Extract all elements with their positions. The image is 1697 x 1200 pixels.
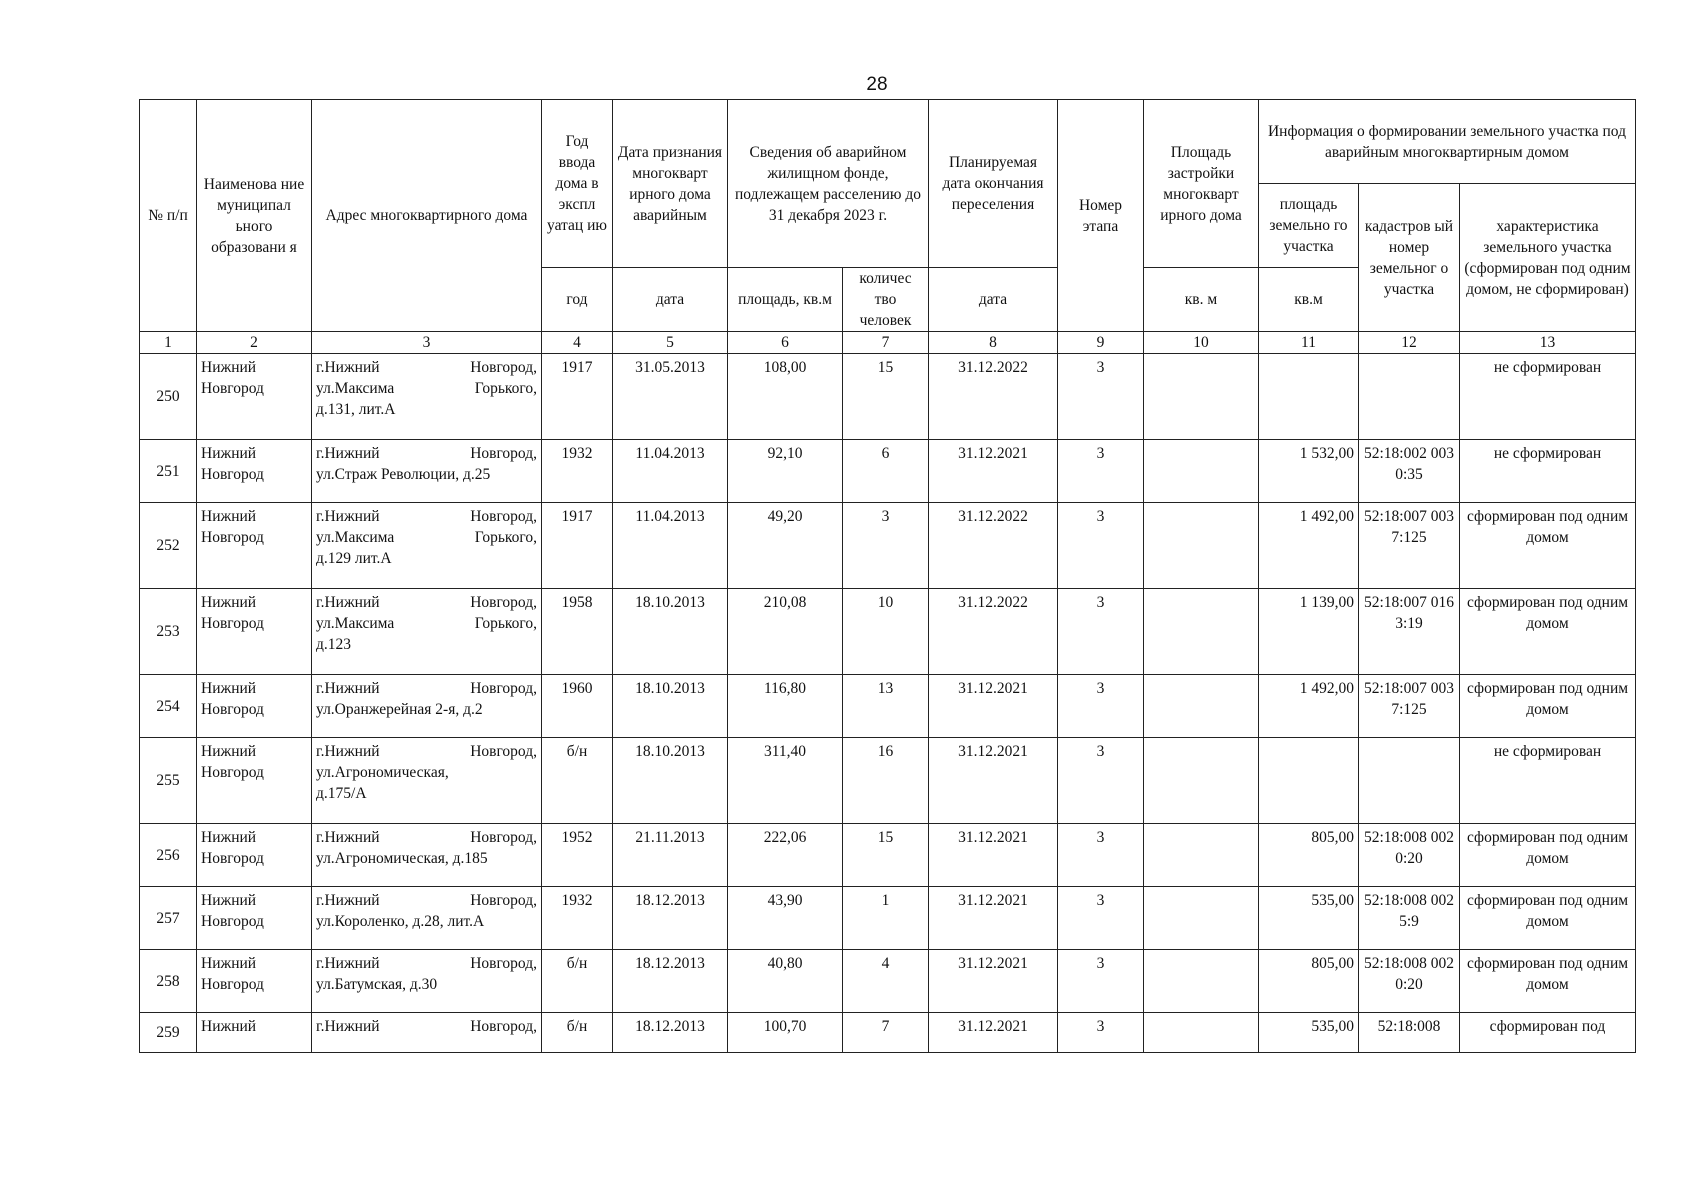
municipality-cell: Нижний Новгород <box>197 824 312 887</box>
plan-date-cell: 31.12.2022 <box>929 589 1058 675</box>
address-line: г.Нижний Новгород, <box>316 829 537 846</box>
plan-date-cell: 31.12.2021 <box>929 824 1058 887</box>
year-cell: 1932 <box>542 440 613 503</box>
people-cell: 1 <box>843 887 929 950</box>
address-line: г.Нижний Новгород, <box>316 955 537 972</box>
row-number: 258 <box>140 950 197 1013</box>
municipality-cell: Нижний Новгород <box>197 440 312 503</box>
year-cell: 1917 <box>542 503 613 589</box>
table-row <box>140 440 1636 503</box>
address-line: д.175/А <box>316 785 367 802</box>
recognition-date-cell: 21.11.2013 <box>613 824 728 887</box>
unit-date: дата <box>613 268 728 332</box>
stage-cell: 3 <box>1058 440 1144 503</box>
header-address: Адрес многоквартирного дома <box>312 100 542 332</box>
table-row <box>140 675 1636 738</box>
people-cell: 4 <box>843 950 929 1013</box>
recognition-date-cell: 31.05.2013 <box>613 354 728 440</box>
header-land-char: характеристика земельного участка (сформирован под одним домом, не сформирован) <box>1460 184 1636 332</box>
land-char-cell: сформирован под <box>1460 1013 1636 1053</box>
column-number: 9 <box>1058 332 1144 354</box>
table-row <box>140 738 1636 824</box>
plan-date-cell: 31.12.2022 <box>929 354 1058 440</box>
address-line: ул.Максима Горького, <box>316 615 537 632</box>
area-cell: 49,20 <box>728 503 843 589</box>
year-cell: 1932 <box>542 887 613 950</box>
cadastral-cell <box>1359 738 1460 824</box>
table-row <box>140 1013 1636 1053</box>
area-cell: 222,06 <box>728 824 843 887</box>
plan-date-cell: 31.12.2022 <box>929 503 1058 589</box>
address-line: г.Нижний Новгород, <box>316 359 537 376</box>
land-area-cell: 535,00 <box>1259 1013 1359 1053</box>
cadastral-cell: 52:18:002 0030:35 <box>1359 440 1460 503</box>
address-line: г.Нижний Новгород, <box>316 743 537 760</box>
address-cell <box>312 1013 542 1053</box>
land-area-cell: 805,00 <box>1259 824 1359 887</box>
cadastral-cell <box>1359 354 1460 440</box>
unit-year: год <box>542 268 613 332</box>
municipality-cell: Нижний Новгород <box>197 675 312 738</box>
municipality-cell: Нижний Новгород <box>197 354 312 440</box>
land-char-cell: не сформирован <box>1460 738 1636 824</box>
land-char-cell: сформирован под одним домом <box>1460 503 1636 589</box>
municipality-cell: Нижний Новгород <box>197 503 312 589</box>
stage-cell: 3 <box>1058 824 1144 887</box>
build-area-cell <box>1144 675 1259 738</box>
header-planned-date: Планируемая дата окончания переселения <box>929 100 1058 268</box>
address-line: г.Нижний Новгород, <box>316 445 537 462</box>
table-row <box>140 887 1636 950</box>
address-line: ул.Максима Горького, <box>316 529 537 546</box>
year-cell: 1952 <box>542 824 613 887</box>
address-line: ул.Батумская, д.30 <box>316 976 438 993</box>
header-stage: Номер этапа <box>1058 100 1144 332</box>
year-cell: б/н <box>542 1013 613 1053</box>
header-land-info: Информация о формировании земельного участка под аварийным многоквартирным домом <box>1259 100 1636 184</box>
address-cell <box>312 503 542 589</box>
recognition-date-cell: 18.12.2013 <box>613 950 728 1013</box>
column-number: 10 <box>1144 332 1259 354</box>
emergency-housing-table <box>139 99 1636 1053</box>
people-cell: 7 <box>843 1013 929 1053</box>
cadastral-cell: 52:18:008 <box>1359 1013 1460 1053</box>
address-line: ул.Короленко, д.28, лит.А <box>316 913 485 930</box>
municipality-cell: Нижний Новгород <box>197 738 312 824</box>
land-area-cell: 1 139,00 <box>1259 589 1359 675</box>
build-area-cell <box>1144 1013 1259 1053</box>
header-year: Год ввода дома в экспл уатац ию <box>542 100 613 268</box>
area-cell: 116,80 <box>728 675 843 738</box>
cadastral-cell: 52:18:008 0020:20 <box>1359 950 1460 1013</box>
unit-build-area: кв. м <box>1144 268 1259 332</box>
plan-date-cell: 31.12.2021 <box>929 738 1058 824</box>
unit-land-area: кв.м <box>1259 268 1359 332</box>
stage-cell: 3 <box>1058 354 1144 440</box>
column-number: 5 <box>613 332 728 354</box>
land-char-cell: не сформирован <box>1460 440 1636 503</box>
address-line: г.Нижний Новгород, <box>316 680 537 697</box>
recognition-date-cell: 18.12.2013 <box>613 1013 728 1053</box>
plan-date-cell: 31.12.2021 <box>929 1013 1058 1053</box>
area-cell: 92,10 <box>728 440 843 503</box>
address-cell <box>312 824 542 887</box>
stage-cell: 3 <box>1058 1013 1144 1053</box>
people-cell: 10 <box>843 589 929 675</box>
stage-cell: 3 <box>1058 675 1144 738</box>
unit-people: количес тво человек <box>843 268 929 332</box>
area-cell: 43,90 <box>728 887 843 950</box>
row-number: 251 <box>140 440 197 503</box>
stage-cell: 3 <box>1058 589 1144 675</box>
recognition-date-cell: 18.10.2013 <box>613 675 728 738</box>
address-line: ул.Агрономическая, <box>316 764 449 781</box>
unit-area: площадь, кв.м <box>728 268 843 332</box>
address-line: ул.Максима Горького, <box>316 380 537 397</box>
plan-date-cell: 31.12.2021 <box>929 887 1058 950</box>
column-number: 2 <box>197 332 312 354</box>
recognition-date-cell: 11.04.2013 <box>613 503 728 589</box>
build-area-cell <box>1144 887 1259 950</box>
address-cell <box>312 354 542 440</box>
land-area-cell: 535,00 <box>1259 887 1359 950</box>
address-line: ул.Страж Революции, д.25 <box>316 466 491 483</box>
recognition-date-cell: 18.12.2013 <box>613 887 728 950</box>
year-cell: 1958 <box>542 589 613 675</box>
address-line: д.131, лит.А <box>316 401 396 418</box>
municipality-cell: Нижний <box>197 1013 312 1053</box>
build-area-cell <box>1144 503 1259 589</box>
cadastral-cell: 52:18:007 0163:19 <box>1359 589 1460 675</box>
land-char-cell: сформирован под одним домом <box>1460 675 1636 738</box>
column-numbers-row <box>140 332 1636 354</box>
build-area-cell <box>1144 440 1259 503</box>
address-line: д.129 лит.А <box>316 550 392 567</box>
area-cell: 100,70 <box>728 1013 843 1053</box>
land-char-cell: сформирован под одним домом <box>1460 950 1636 1013</box>
column-number: 3 <box>312 332 542 354</box>
row-number: 257 <box>140 887 197 950</box>
stage-cell: 3 <box>1058 738 1144 824</box>
column-number: 8 <box>929 332 1058 354</box>
row-number: 250 <box>140 354 197 440</box>
row-number: 252 <box>140 503 197 589</box>
land-char-cell: сформирован под одним домом <box>1460 887 1636 950</box>
address-cell <box>312 675 542 738</box>
build-area-cell <box>1144 738 1259 824</box>
address-cell <box>312 950 542 1013</box>
plan-date-cell: 31.12.2021 <box>929 675 1058 738</box>
people-cell: 15 <box>843 824 929 887</box>
year-cell: б/н <box>542 738 613 824</box>
address-line: г.Нижний Новгород, <box>316 508 537 525</box>
land-area-cell: 1 492,00 <box>1259 675 1359 738</box>
build-area-cell <box>1144 950 1259 1013</box>
row-number: 259 <box>140 1013 197 1053</box>
year-cell: 1960 <box>542 675 613 738</box>
table-row <box>140 589 1636 675</box>
land-area-cell: 1 532,00 <box>1259 440 1359 503</box>
table-row <box>140 354 1636 440</box>
header-housing-info: Сведения об аварийном жилищном фонде, подлежащем расселению до 31 декабря 2023 г. <box>728 100 929 268</box>
row-number: 254 <box>140 675 197 738</box>
recognition-date-cell: 18.10.2013 <box>613 589 728 675</box>
cadastral-cell: 52:18:008 0020:20 <box>1359 824 1460 887</box>
land-area-cell: 805,00 <box>1259 950 1359 1013</box>
municipality-cell: Нижний Новгород <box>197 887 312 950</box>
area-cell: 108,00 <box>728 354 843 440</box>
header-municipality: Наименова ние муниципал ьного образовани я <box>197 100 312 332</box>
land-area-cell <box>1259 738 1359 824</box>
row-number: 256 <box>140 824 197 887</box>
land-area-cell: 1 492,00 <box>1259 503 1359 589</box>
unit-plan-date: дата <box>929 268 1058 332</box>
header-cadastral: кадастров ый номер земельног о участка <box>1359 184 1460 332</box>
address-cell <box>312 887 542 950</box>
page-number: 28 <box>866 74 888 95</box>
address-line: д.123 <box>316 636 352 653</box>
column-number: 11 <box>1259 332 1359 354</box>
area-cell: 311,40 <box>728 738 843 824</box>
cadastral-cell: 52:18:007 0037:125 <box>1359 503 1460 589</box>
build-area-cell <box>1144 824 1259 887</box>
column-number: 6 <box>728 332 843 354</box>
address-line: ул.Оранжерейная 2-я, д.2 <box>316 701 483 718</box>
plan-date-cell: 31.12.2021 <box>929 950 1058 1013</box>
table-row <box>140 824 1636 887</box>
stage-cell: 3 <box>1058 503 1144 589</box>
address-line: г.Нижний Новгород, <box>316 1018 537 1035</box>
area-cell: 210,08 <box>728 589 843 675</box>
table-row <box>140 950 1636 1013</box>
land-area-cell <box>1259 354 1359 440</box>
recognition-date-cell: 11.04.2013 <box>613 440 728 503</box>
stage-cell: 3 <box>1058 887 1144 950</box>
people-cell: 13 <box>843 675 929 738</box>
people-cell: 3 <box>843 503 929 589</box>
address-cell <box>312 589 542 675</box>
people-cell: 6 <box>843 440 929 503</box>
row-number: 253 <box>140 589 197 675</box>
cadastral-cell: 52:18:007 0037:125 <box>1359 675 1460 738</box>
area-cell: 40,80 <box>728 950 843 1013</box>
people-cell: 16 <box>843 738 929 824</box>
address-cell <box>312 440 542 503</box>
year-cell: 1917 <box>542 354 613 440</box>
column-number: 13 <box>1460 332 1636 354</box>
address-line: г.Нижний Новгород, <box>316 892 537 909</box>
build-area-cell <box>1144 589 1259 675</box>
column-number: 1 <box>140 332 197 354</box>
header-land-area: площадь земельно го участка <box>1259 184 1359 268</box>
build-area-cell <box>1144 354 1259 440</box>
header-no: № п/п <box>140 100 197 332</box>
municipality-cell: Нижний Новгород <box>197 589 312 675</box>
recognition-date-cell: 18.10.2013 <box>613 738 728 824</box>
year-cell: б/н <box>542 950 613 1013</box>
people-cell: 15 <box>843 354 929 440</box>
row-number: 255 <box>140 738 197 824</box>
address-line: г.Нижний Новгород, <box>316 594 537 611</box>
column-number: 4 <box>542 332 613 354</box>
land-char-cell: не сформирован <box>1460 354 1636 440</box>
land-char-cell: сформирован под одним домом <box>1460 824 1636 887</box>
address-line: ул.Агрономическая, д.185 <box>316 850 488 867</box>
header-recognition-date: Дата признания многокварт ирного дома аварийным <box>613 100 728 268</box>
column-number: 12 <box>1359 332 1460 354</box>
cadastral-cell: 52:18:008 0025:9 <box>1359 887 1460 950</box>
table-row <box>140 503 1636 589</box>
header-build-area: Площадь застройки многокварт ирного дома <box>1144 100 1259 268</box>
municipality-cell: Нижний Новгород <box>197 950 312 1013</box>
address-cell <box>312 738 542 824</box>
plan-date-cell: 31.12.2021 <box>929 440 1058 503</box>
land-char-cell: сформирован под одним домом <box>1460 589 1636 675</box>
stage-cell: 3 <box>1058 950 1144 1013</box>
column-number: 7 <box>843 332 929 354</box>
